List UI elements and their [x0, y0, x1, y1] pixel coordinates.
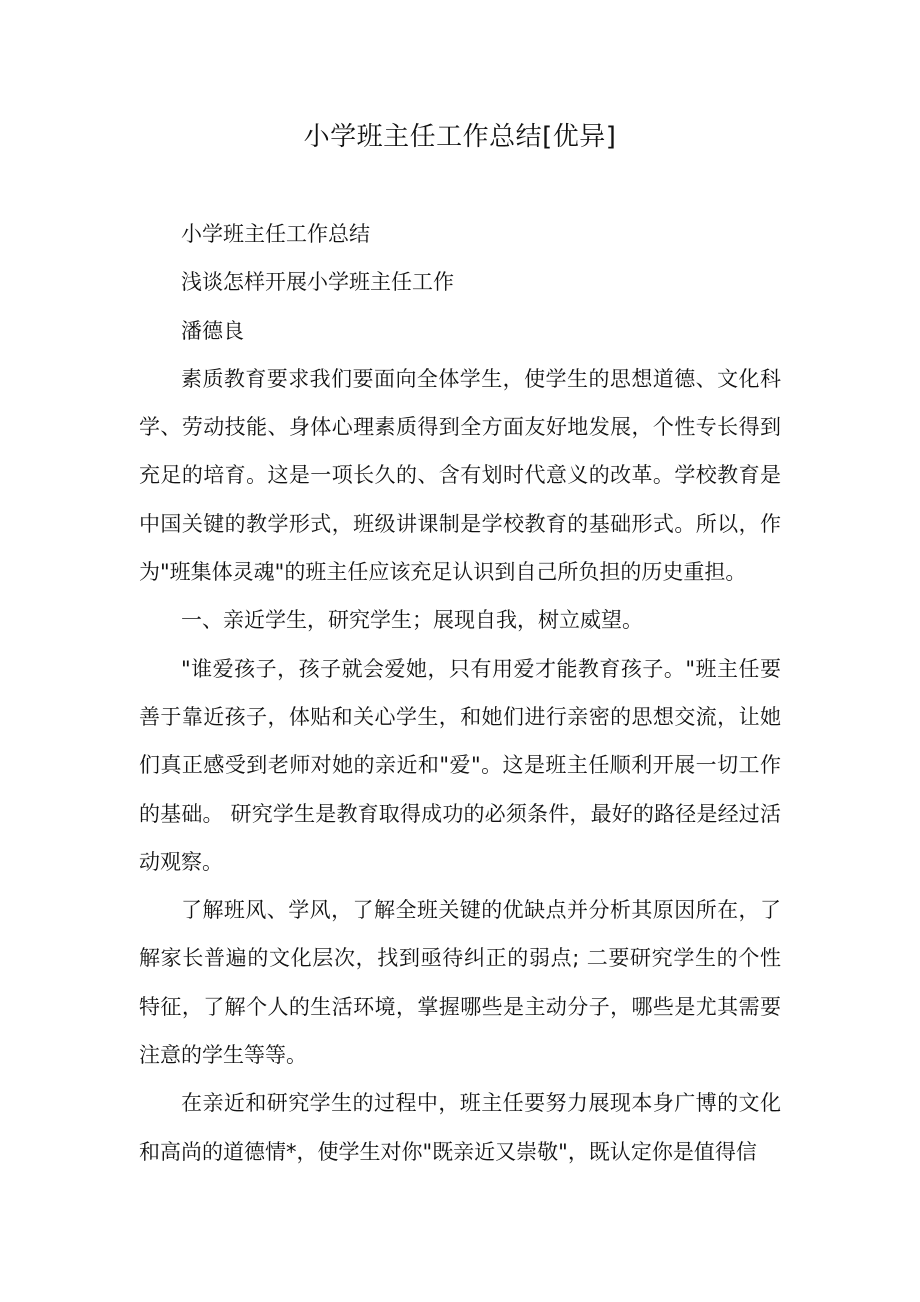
- paragraph-subtitle: 浅谈怎样开展小学班主任工作: [181, 270, 454, 295]
- paragraph: 了解班风、学风，了解全班关键的优缺点并分析其原因所在，了解家长普遍的文化层次，找到亟待纠正的弱点; 二要研究学生的个性特征，了解个人的生活环境，掌握哪些是主动分子，哪些是尤其需要注意的学生等等。: [139, 898, 781, 1068]
- paragraph: "谁爱孩子，孩子就会爱她，只有用爱才能教育孩子。"班主任要善于靠近孩子，体贴和关心学生，和她们进行亲密的思想交流，让她们真正感受到老师对她的亲近和"爱"。这是班主任顺利开展一切工作的基础。 研究学生是教育取得成功的必须条件，最好的路径是经过活动观察。: [139, 656, 781, 874]
- paragraph-heading: 小学班主任工作总结: [181, 222, 370, 246]
- paragraph: 在亲近和研究学生的过程中，班主任要努力展现本身广博的文化和高尚的道德情*，使学生对你"既亲近又崇敬"，既认定你是值得信: [139, 1091, 781, 1164]
- paragraph-author: 潘德良: [181, 318, 244, 343]
- section-heading: 一、亲近学生，研究学生；展现自我，树立威望。: [181, 608, 643, 633]
- paragraph: 素质教育要求我们要面向全体学生，使学生的思想道德、文化科学、劳动技能、身体心理素质得到全方面友好地发展，个性专长得到充足的培育。这是一项长久的、含有划时代意义的改革。学校教育是中国关键的教学形式，班级讲课制是学校教育的基础形式。所以，作为"班集体灵魂"的班主任应该充足认识到自己所负担的历史重担。: [139, 366, 781, 585]
- document-body: [139, 210, 781, 1176]
- document-title: 小学班主任工作总结[优异]: [303, 122, 617, 152]
